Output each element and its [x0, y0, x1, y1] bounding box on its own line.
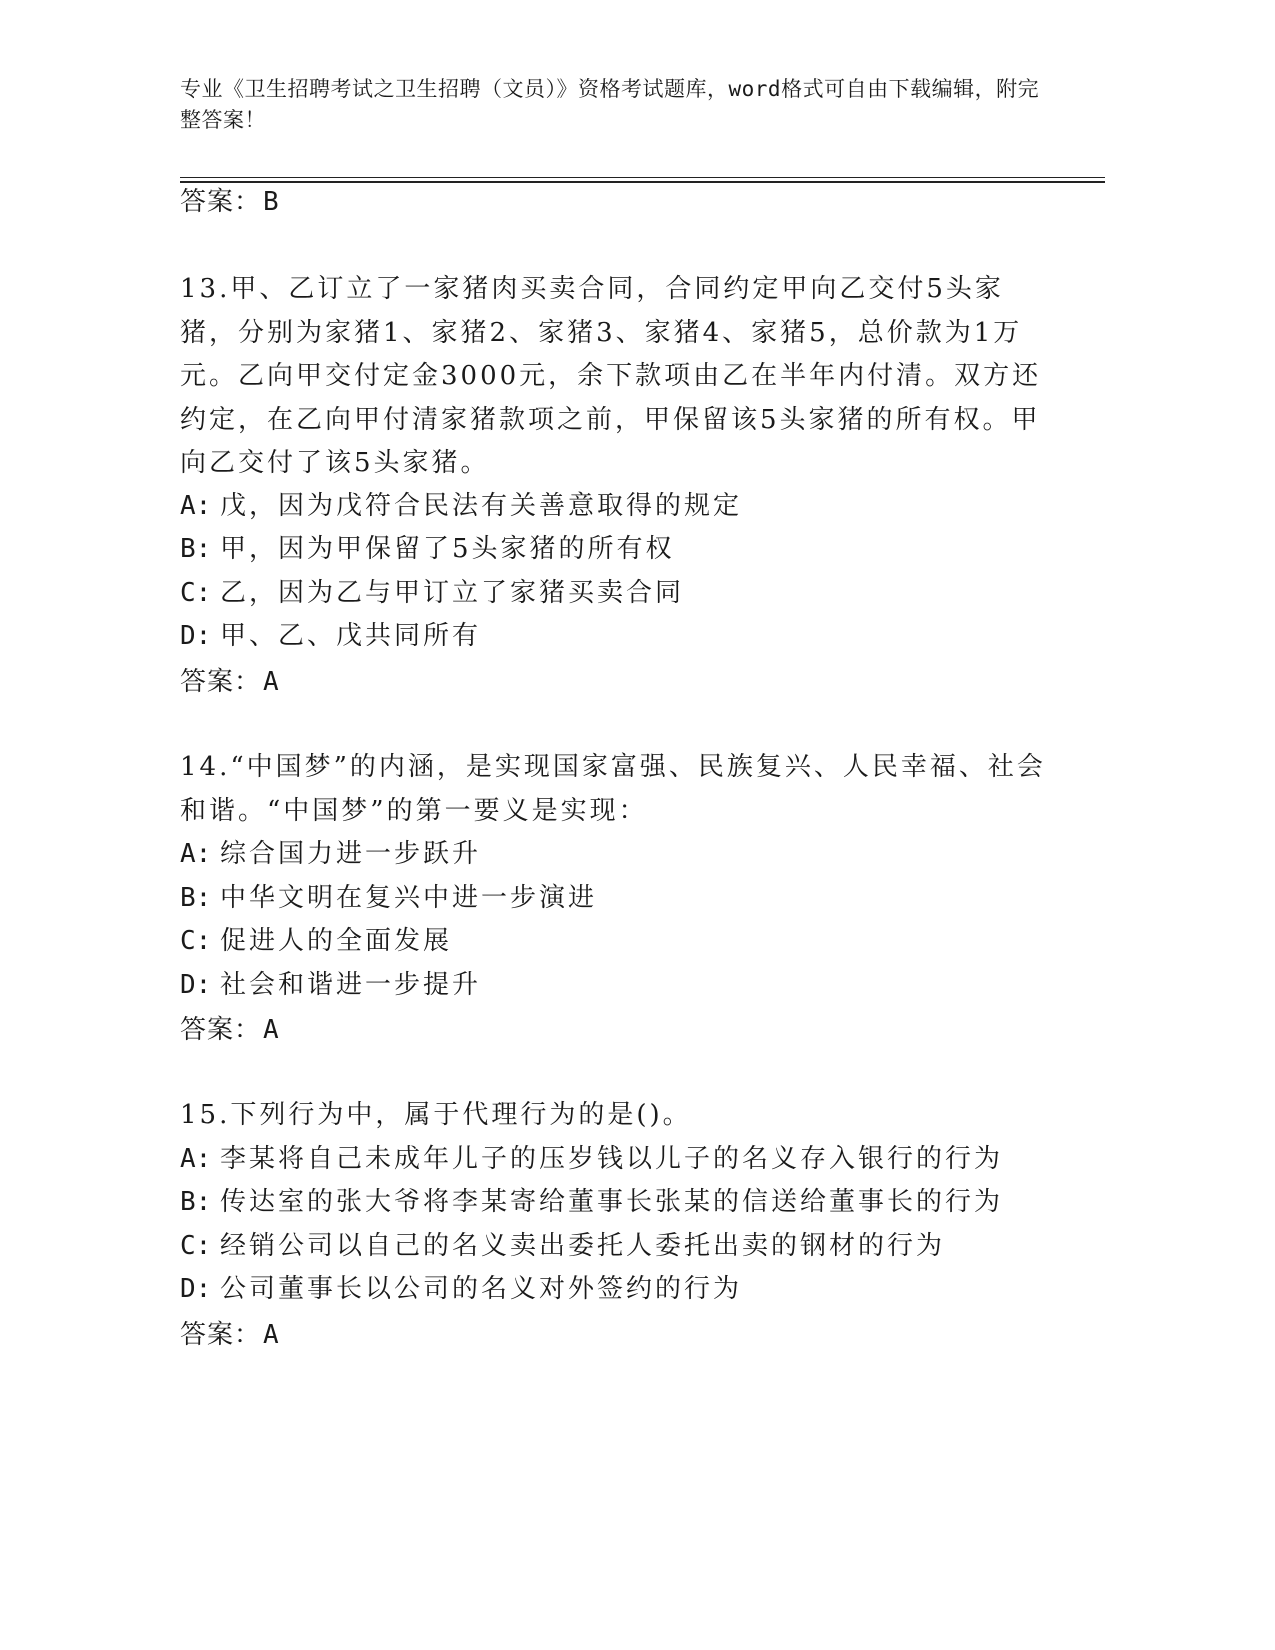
answer-value: A — [263, 1320, 280, 1350]
answer-label: 答案： — [180, 1320, 262, 1350]
option-letter: D: — [180, 970, 212, 1000]
option-text: 甲，因为甲保留了5头家猪的所有权 — [220, 534, 675, 564]
option-letter: D: — [180, 621, 212, 651]
document-header: 专业《卫生招聘考试之卫生招聘（文员）》资格考试题库，word格式可自由下载编辑，附完整答案！ — [180, 77, 1040, 132]
option-text: 乙，因为乙与甲订立了家猪买卖合同 — [220, 578, 685, 608]
option-text: 促进人的全面发展 — [220, 926, 453, 956]
option-text: 李某将自己未成年儿子的压岁钱以儿子的名义存入银行的行为 — [220, 1144, 1004, 1174]
option-letter: A: — [180, 491, 212, 521]
header-divider-thick — [180, 181, 1105, 183]
option-d — [180, 1268, 742, 1312]
option-letter: B: — [180, 883, 212, 913]
option-letter: C: — [180, 926, 212, 956]
answer-line — [180, 186, 280, 218]
header-divider-thin — [180, 177, 1105, 178]
option-letter: C: — [180, 1231, 212, 1261]
answer-value: B — [263, 187, 280, 217]
option-b — [180, 1181, 1003, 1225]
option-b — [180, 877, 597, 921]
answer-label: 答案： — [180, 1015, 262, 1045]
option-c — [180, 920, 452, 964]
option-text: 戊，因为戊符合民法有关善意取得的规定 — [220, 491, 743, 521]
option-letter: B: — [180, 534, 212, 564]
answer-value: A — [263, 667, 280, 697]
option-c — [180, 572, 684, 616]
answer-label: 答案： — [180, 187, 262, 217]
option-a — [180, 1138, 1003, 1182]
option-letter: A: — [180, 839, 212, 869]
answer-line — [180, 1014, 280, 1046]
option-text: 综合国力进一步跃升 — [220, 839, 482, 869]
option-letter: C: — [180, 578, 212, 608]
option-text: 传达室的张大爷将李某寄给董事长张某的信送给董事长的行为 — [220, 1187, 1004, 1217]
question-stem: 15.下列行为中，属于代理行为的是()。 — [180, 1100, 692, 1130]
option-a — [180, 833, 481, 877]
option-letter: A: — [180, 1144, 212, 1174]
option-text: 公司董事长以公司的名义对外签约的行为 — [220, 1274, 743, 1304]
question-stem: 14.“中国梦”的内涵，是实现国家富强、民族复兴、人民幸福、社会和谐。“中国梦”的第一要义是实现： — [180, 752, 1046, 826]
option-d — [180, 964, 481, 1008]
option-d — [180, 615, 481, 659]
option-text: 甲、乙、戊共同所有 — [220, 621, 482, 651]
question-stem: 13.甲、乙订立了一家猪肉买卖合同，合同约定甲向乙交付5头家猪，分别为家猪1、家猪2、家猪3、家猪4、家猪5，总价款为1万元。乙向甲交付定金3000元，余下款项由乙在半年内付清。双方还约定，在乙向甲付清家猪款项之前，甲保留该5头家猪的所有权。甲向乙交付了该5头家猪。 — [180, 274, 1042, 478]
option-b — [180, 528, 675, 572]
answer-label: 答案： — [180, 667, 262, 697]
option-text: 经销公司以自己的名义卖出委托人委托出卖的钢材的行为 — [220, 1231, 946, 1261]
option-text: 社会和谐进一步提升 — [220, 970, 482, 1000]
option-a — [180, 485, 742, 529]
option-c — [180, 1225, 945, 1269]
option-text: 中华文明在复兴中进一步演进 — [220, 883, 598, 913]
answer-value: A — [263, 1015, 280, 1045]
answer-line — [180, 1319, 280, 1351]
option-letter: D: — [180, 1274, 212, 1304]
option-letter: B: — [180, 1187, 212, 1217]
answer-line — [180, 666, 280, 698]
